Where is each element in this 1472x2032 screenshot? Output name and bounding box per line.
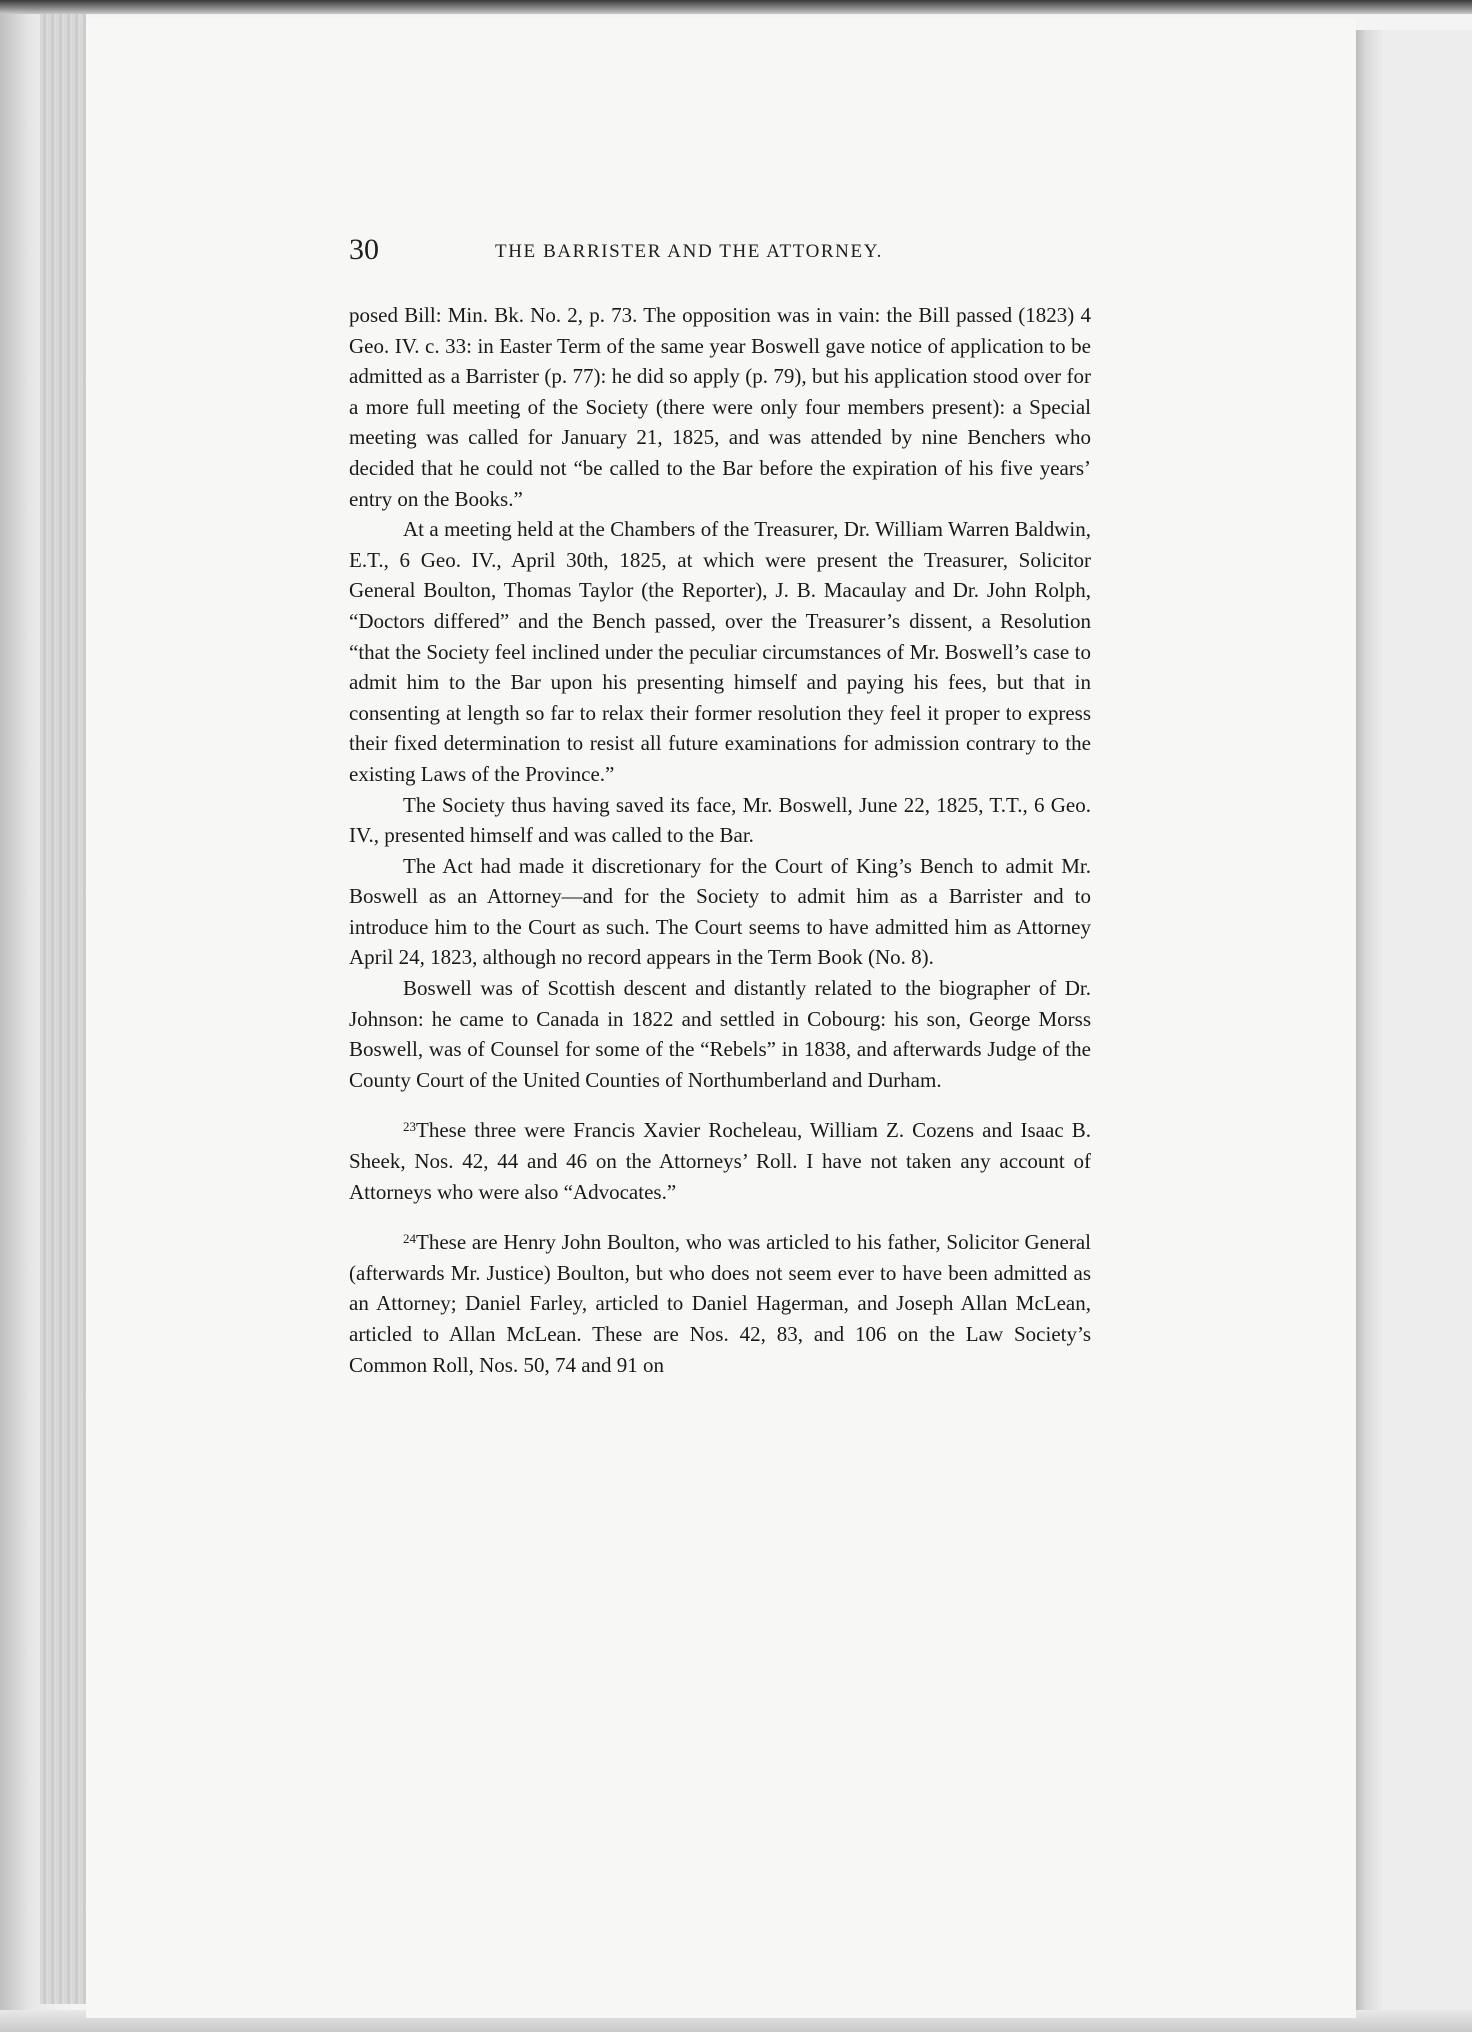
- running-title: THE BARRISTER AND THE ATTORNEY.: [495, 241, 883, 262]
- page-header: [349, 232, 1089, 272]
- footnote-text: These three were Francis Xavier Rocheleau, William Z. Cozens and Isaac B. Sheek, Nos. 42, 44 and 46 on the Attorneys’ Roll. I have not taken any account of Attorneys who were also “Advocates.”: [349, 1118, 1091, 1204]
- scan-top-edge: [0, 0, 1472, 14]
- facing-page-edge: [1384, 30, 1472, 2015]
- book-gutter-shadow: [1356, 30, 1384, 2015]
- footnote-marker: 23: [403, 1119, 416, 1135]
- paragraph-continued: posed Bill: Min. Bk. No. 2, p. 73. The opposition was in vain: the Bill passed (1823) 4 Geo. IV. c. 33: in Easter Term of the same year Boswell gave notice of application to be admitted as a Barrister (p. 77): he did so apply (p. 79), but his application stood over for a more full meeting of the Society (there were only four members present): a Special meeting was called for January 21, 1825, and was attended by nine Benchers who decided that he could not “be called to the Bar before the expiration of his five years’ entry on the Books.”: [349, 303, 1091, 511]
- page-number: 30: [349, 233, 379, 266]
- paragraph: Boswell was of Scottish descent and distantly related to the biographer of Dr. Johnson: he came to Canada in 1822 and settled in Cobourg: his son, George Morss Boswell, was of Counsel for some of the “Rebels” in 1838, and afterwards Judge of the County Court of the United Counties of Northumberland and Durham.: [349, 976, 1091, 1092]
- page-body: [349, 300, 1091, 1380]
- paragraph: The Act had made it discretionary for the Court of King’s Bench to admit Mr. Boswell as an Attorney—and for the Society to admit him as a Barrister and to introduce him to the Court as such. The Court seems to have admitted him as Attorney April 24, 1823, although no record appears in the Term Book (No. 8).: [349, 853, 1091, 970]
- paragraph: The Society thus having saved its face, Mr. Boswell, June 22, 1825, T.T., 6 Geo. IV., presented himself and was called to the Bar.: [349, 792, 1091, 848]
- footnote-24: [349, 1227, 1091, 1380]
- stacked-page-edges: [40, 14, 86, 2004]
- footnote-23: [349, 1115, 1091, 1207]
- paragraph: At a meeting held at the Chambers of the Treasurer, Dr. William Warren Baldwin, E.T., 6 Geo. IV., April 30th, 1825, at which were present the Treasurer, Solicitor General Boulton, Thomas Taylor (the Reporter), J. B. Macaulay and Dr. John Rolph, “Doctors differed” and the Bench passed, over the Treasurer’s dissent, a Resolution “that the Society feel inclined under the peculiar circumstances of Mr. Boswell’s case to admit him to the Bar upon his presenting himself and paying his fees, but that in consenting at length so far to relax their former resolution they feel it proper to express their fixed determination to resist all future examinations for admission contrary to the existing Laws of the Province.”: [349, 517, 1091, 786]
- footnote-marker: 24: [403, 1231, 416, 1247]
- footnote-text: These are Henry John Boulton, who was articled to his father, Solicitor General (afterwards Mr. Justice) Boulton, but who does not seem ever to have been admitted as an Attorney; Daniel Farley, articled to Daniel Hagerman, and Joseph Allan McLean, articled to Allan McLean. These are Nos. 42, 83, and 106 on the Law Society’s Common Roll, Nos. 50, 74 and 91 on: [349, 1230, 1091, 1377]
